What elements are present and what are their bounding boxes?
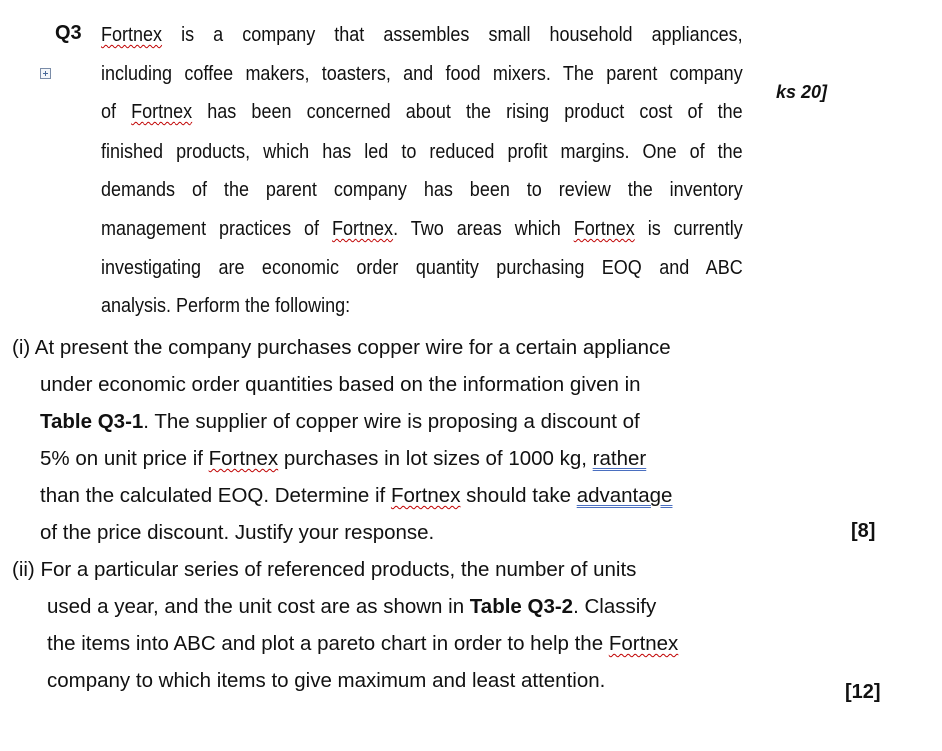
- part-i-line-4: [40, 446, 646, 472]
- body-text: . The supplier of copper wire is proposing a discount of: [143, 410, 640, 433]
- company-name: Fortnex: [208, 447, 279, 470]
- intro-line-2: [101, 62, 743, 86]
- part-ii-marks: [12]: [845, 681, 881, 703]
- marks-total-partial: ks 20]: [776, 82, 828, 102]
- part-ii-line-2: [47, 594, 656, 620]
- table-ref: Table Q3-1: [40, 410, 144, 433]
- grammar-flag: advantage: [576, 484, 673, 507]
- body-text: the items into ABC and plot a pareto chart in order to help the: [47, 632, 609, 655]
- intro-line-6: [101, 217, 743, 241]
- intro-line-7: [101, 256, 743, 280]
- intro-line-1: [101, 23, 743, 47]
- intro-text: finished products, which has led to reduced profit margins. One of the: [101, 141, 743, 163]
- grammar-flag: rather: [592, 447, 647, 470]
- company-name: Fortnex: [131, 101, 193, 123]
- part-i-line-5: [40, 483, 672, 509]
- intro-line-8: [101, 294, 679, 318]
- company-name: Fortnex: [332, 218, 394, 240]
- intro-text: of: [101, 101, 132, 123]
- company-name: Fortnex: [390, 484, 461, 507]
- body-text: used a year, and the unit cost are as shown in: [47, 595, 470, 618]
- table-ref: Table Q3-2: [469, 595, 574, 618]
- intro-text: . Two areas which: [393, 218, 574, 240]
- part-i-line-1: (i) At present the company purchases copper wire for a certain appliance: [12, 336, 671, 359]
- part-ii-line-3: [47, 631, 678, 657]
- company-name: Fortnex: [101, 24, 163, 46]
- company-name: Fortnex: [573, 218, 635, 240]
- intro-text: is a company that assembles small household appliances,: [162, 24, 743, 46]
- body-text: purchases in lot sizes of 1000 kg,: [278, 447, 593, 470]
- intro-text: demands of the parent company has been to review the inventory: [101, 179, 743, 201]
- body-text: 5% on unit price if: [40, 447, 209, 470]
- intro-line-3: [101, 100, 743, 124]
- intro-text: has been concerned about the rising product cost of the: [192, 101, 743, 123]
- part-ii-line-1: (ii) For a particular series of referenced products, the number of units: [12, 558, 637, 581]
- part-i-line-6: of the price discount. Justify your response.: [40, 521, 435, 544]
- part-ii-line-4: company to which items to give maximum and least attention.: [47, 669, 606, 692]
- intro-line-4: [101, 140, 743, 164]
- table-anchor-icon[interactable]: [40, 68, 51, 79]
- part-i-line-3: [40, 409, 640, 435]
- body-text: than the calculated EOQ. Determine if: [40, 484, 391, 507]
- part-i-line-2: under economic order quantities based on the information given in: [40, 373, 641, 396]
- body-text: should take: [460, 484, 577, 507]
- part-i-marks: [8]: [851, 520, 876, 542]
- intro-text: including coffee makers, toasters, and food mixers. The parent company: [101, 63, 743, 85]
- question-number: Q3: [55, 22, 82, 44]
- body-text: . Classify: [573, 595, 657, 618]
- intro-line-5: [101, 178, 743, 202]
- intro-text: investigating are economic order quantity purchasing EOQ and ABC: [101, 257, 743, 279]
- intro-text: is currently: [634, 218, 743, 240]
- intro-text: management practices of: [101, 218, 333, 240]
- intro-text: analysis. Perform the following:: [101, 295, 351, 317]
- company-name: Fortnex: [608, 632, 679, 655]
